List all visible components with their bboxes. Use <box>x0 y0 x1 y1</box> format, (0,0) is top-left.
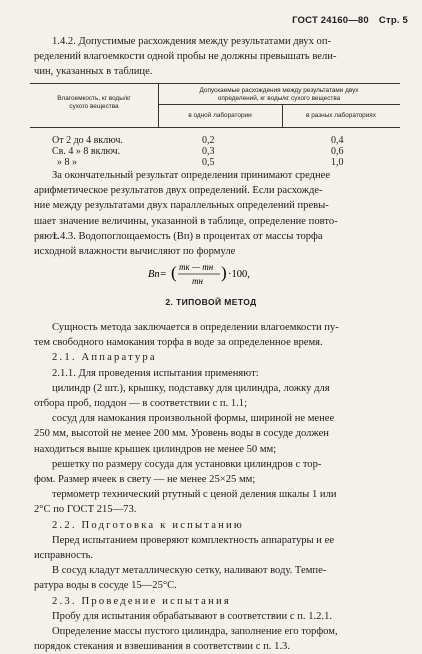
text-line: Сущность метода заключается в определении влагоемкости пу- <box>52 322 339 333</box>
text-line: Пробу для испытания обрабатывают в соответствии с п. 1.2.1. <box>52 610 333 622</box>
table-rule <box>30 127 400 128</box>
text-line: За окончательный результат определения принимают среднее <box>52 170 331 181</box>
text-line: ряют. <box>34 230 59 242</box>
text-line: В сосуд кладут металлическую сетку, наливают воду. Темпе- <box>52 565 327 577</box>
text-line: цилиндр (2 шт.), крышку, подставку для цилиндра, ложку для <box>52 382 330 394</box>
column-header-moisture-capacity: Влагоемкость, кг воды/кг сухого вещества <box>57 95 131 110</box>
text-line: исходной влажности вычисляют по формуле <box>34 246 236 258</box>
table-cell-range: От 2 до 4 включ. <box>52 135 123 146</box>
paragraph-1-4-2 <box>34 34 399 80</box>
text-line: Перед испытанием проверяют комплектность аппаратуры и ее <box>52 534 335 546</box>
table-cell-different-labs: 0,6 <box>331 146 344 157</box>
table-cell-one-lab: 0,3 <box>202 146 215 157</box>
text-line: арифметическое результатов двух определений. Если расхожде- <box>34 185 323 197</box>
text-line: сосуд для намокания произвольной формы, шириной не менее <box>52 413 335 425</box>
text-line: находиться выше крышек цилиндров не менее 50 мм; <box>34 443 277 455</box>
text-line: 2.1.1. Для проведения испытания применяют: <box>52 367 259 379</box>
formula-rhs: ·100, <box>228 269 250 280</box>
table-cell-range: Св. 4 » 8 включ. <box>52 146 121 157</box>
text-line: отбора проб, поддон — в соответствии с п. 1.1; <box>34 398 248 410</box>
water-absorption-formula <box>148 259 308 287</box>
text-line: ределений влагоемкости одной пробы не должны превышать вели- <box>34 51 337 63</box>
text-line: термометр технический ртутный с ценой деления шкалы 1 или <box>52 489 337 501</box>
text-line: ние между результатами двух параллельных определений превы- <box>34 200 329 212</box>
formula-lhs: Вп= <box>148 269 167 280</box>
text-line: 2°С по ГОСТ 215—73. <box>34 504 137 516</box>
table-rule <box>158 104 400 105</box>
standard-number: ГОСТ 24160—80 <box>292 15 369 26</box>
formula-numerator: mк — mн <box>179 262 214 272</box>
text-line: исправность. <box>34 550 94 562</box>
section-title: 2. ТИПОВОЙ МЕТОД <box>165 297 257 307</box>
text-line: решетку по размеру сосуда для установки цилиндров с тор- <box>52 458 322 470</box>
table-cell-different-labs: 1,0 <box>331 157 344 168</box>
column-header-different-labs: в разных лабораториях <box>306 112 376 119</box>
text-line: тем свободного намокания торфа в воде за определенное время. <box>34 337 323 349</box>
text-line: чин, указанных в таблице. <box>34 66 153 78</box>
right-paren: ) <box>221 263 227 282</box>
page-number: Стр. 5 <box>378 15 408 26</box>
column-header-tolerances: Допускаемые расхождения между результатами двух определений, кг воды/кг сухого вещества <box>199 87 359 102</box>
table-cell-different-labs: 0,4 <box>331 135 344 146</box>
table-cell-one-lab: 0,5 <box>202 157 215 168</box>
table-rule <box>30 83 400 84</box>
left-paren: ( <box>171 263 177 282</box>
text-line: шает значение величины, указанной в таблице, определение повто- <box>34 215 338 227</box>
table-cell-one-lab: 0,2 <box>202 135 215 146</box>
subsection-heading-apparatus: 2.1. Аппаратура <box>52 352 157 364</box>
text-line: ратура воды в сосуде 15—25°С. <box>34 580 177 592</box>
subsection-heading-testing: 2.3. Проведение испытания <box>52 595 231 607</box>
text-line: порядок стекания и взвешивания в соответствии с п. 1.3. <box>34 641 290 653</box>
page-header <box>292 15 408 26</box>
tolerance-table <box>30 83 400 171</box>
text-line: 1.4.2. Допустимые расхождения между результатами двух оп- <box>52 36 332 47</box>
section-2-body <box>34 320 399 654</box>
column-header-one-lab: в одной лаборатории <box>188 112 252 119</box>
paragraph-1-4-3 <box>34 229 399 259</box>
subsection-heading-preparation: 2.2. Подготовка к испытанию <box>52 519 245 531</box>
text-line: фом. Размер ячеек в свету — не менее 25×25 мм; <box>34 474 256 486</box>
text-line: 250 мм, высотой не менее 200 мм. Уровень воды в сосуде должен <box>34 428 329 440</box>
text-line: Определение массы пустого цилиндра, заполнение его торфом, <box>52 626 338 638</box>
formula-denominator: mн <box>192 276 203 286</box>
table-cell-range: » 8 » <box>57 157 77 168</box>
text-line: 1.4.3. Водопоглощаемость (Вп) в процентах от массы торфа <box>52 231 323 242</box>
